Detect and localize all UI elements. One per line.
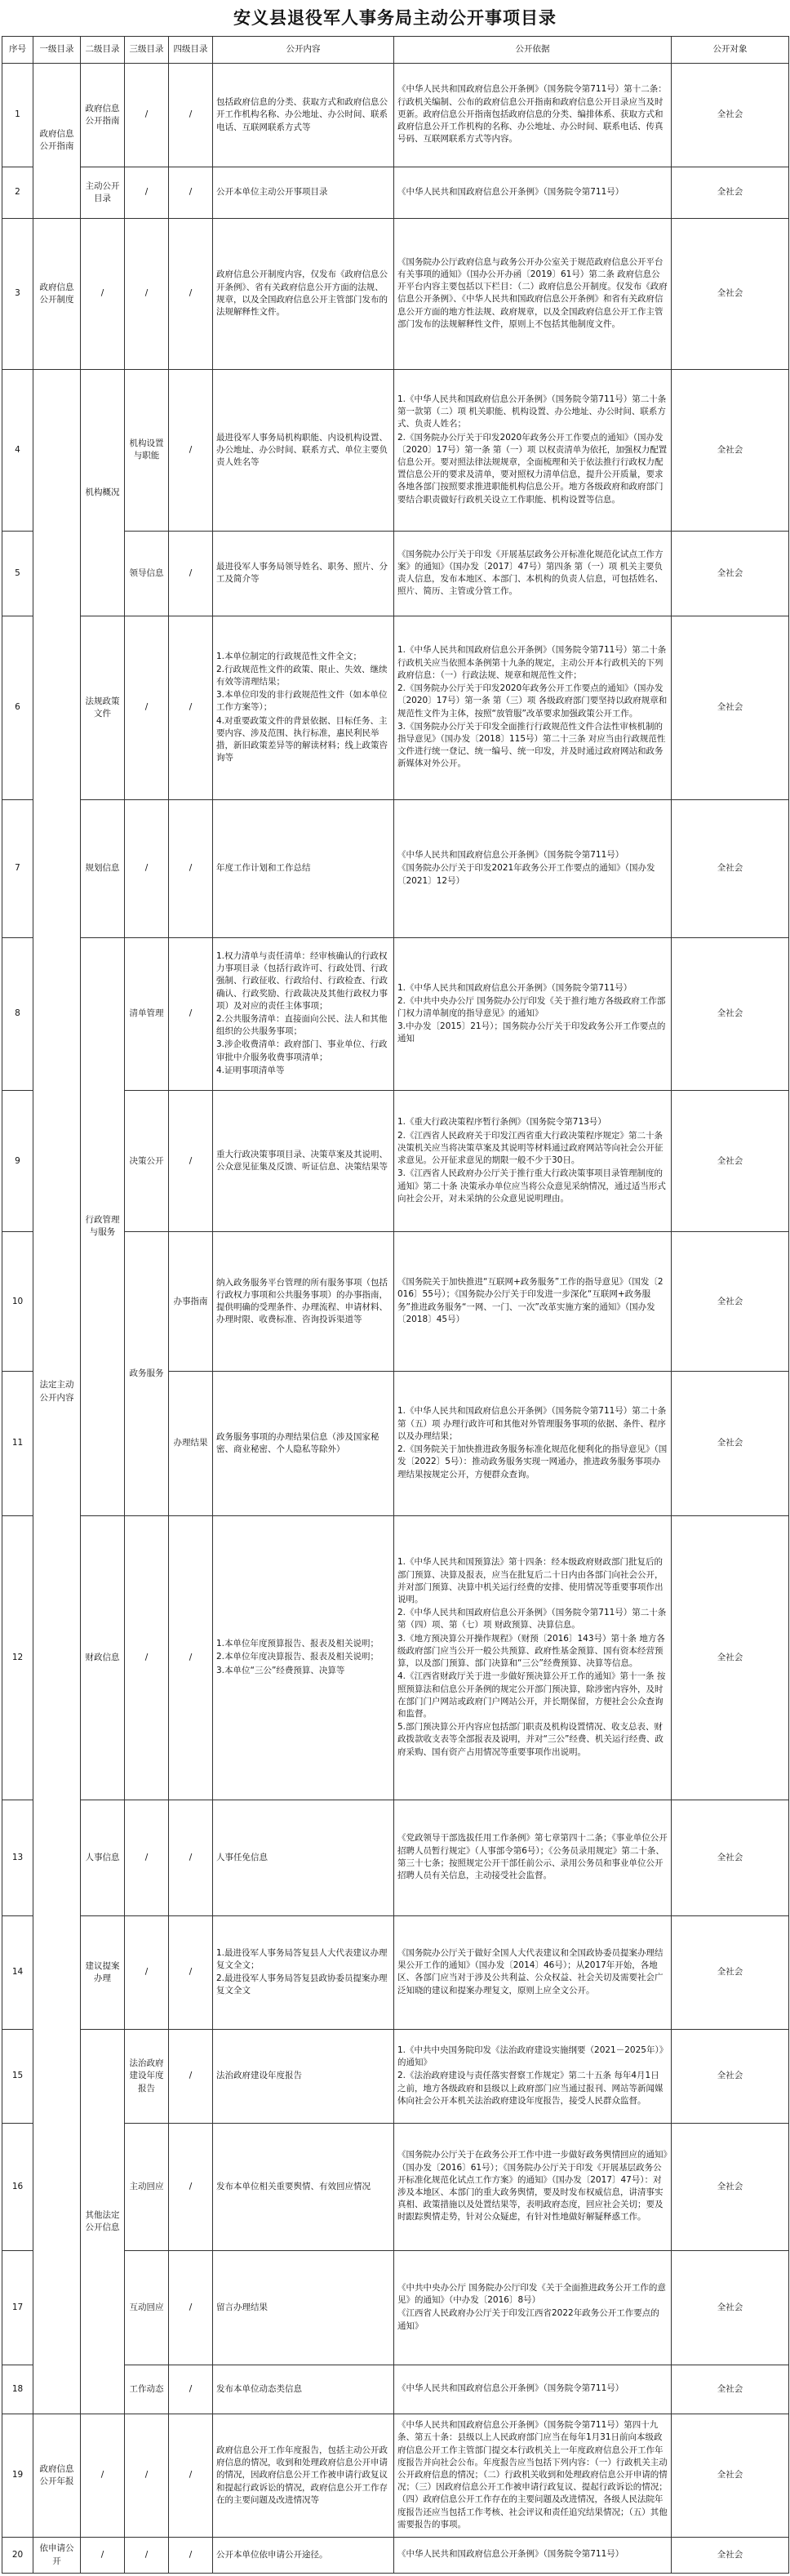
level4-cell: / — [169, 1516, 213, 1800]
row-number: 9 — [2, 1091, 33, 1232]
content-line: 3.涉企收费清单：政府部门、事业单位、行政审批中介服务收费事项清单； — [216, 1039, 388, 1062]
level4-cell: 办理结果 — [169, 1372, 213, 1516]
table-row — [2, 937, 789, 1091]
level3-cell: 领导信息 — [125, 531, 169, 616]
basis-paragraph: 2.《中华人民共和国政府信息公开条例》（国务院令第711号）第二十条第（四）项、第（七）项 财政预算、决算信息。 — [397, 1608, 667, 1631]
level3-cell: / — [125, 616, 169, 800]
basis-paragraph: 《江西省人民政府办公厅关于印发江西省2022年政务公开工作要点的通知》 — [397, 2308, 659, 2331]
content-cell: 政府信息公开制度内容，仅发布《政府信息公开条例》、省有关政府信息公开方面的法规、规章，以及全国政府信息公开主管部门发布的法规解释性文件。 — [213, 218, 394, 369]
table-row — [2, 2538, 789, 2574]
content-cell: 政务服务事项的办理结果信息（涉及国家秘密、商业秘密、个人隐私等除外） — [213, 1372, 394, 1516]
basis-paragraph: 《国务院办公厅关于在政务公开工作中进一步做好政务舆情回应的通知》（国办发〔2016〕61号）；《国务院办公厅关于印发《开展基层政务公开标准化规范化试点工作方案》的通知》（国办发〔2017〕47号）：对涉及本地区、本部门的重大政务舆情，要及时发布权威信息，讲清事实真相、政策措施以及处置结果等，表明政府态度，回应社会关切；要及时跟踪舆情走势，针对公众疑虑，有针对性地做好解疑释惑工作。 — [397, 2150, 668, 2222]
basis-paragraph: 《国务院关于加快推进“互联网+政务服务”工作的指导意见》（国发〔2016〕55号）；《国务院办公厅关于印发进一步深化“互联网+政务服务”推进政务服务“一网、一门、一次”改革实施方案的通知》（国办发〔2018〕45号） — [397, 1277, 664, 1324]
basis-cell — [394, 616, 672, 800]
level2-cell: 规划信息 — [81, 800, 125, 938]
basis-cell — [394, 531, 672, 616]
basis-paragraph: 1.《中华人民共和国政府信息公开条例》（国务院令第711号）第二十条 行政机关应当依照本条例第十九条的规定，主动公开本行政机关的下列政府信息：（一）行政法规、规章和规范性文件； — [397, 645, 667, 680]
level3-cell: 互动回应 — [125, 2251, 169, 2365]
level3-cell: 法治政府建设年度报告 — [125, 2030, 169, 2124]
level2-cell: 其他法定公开信息 — [81, 2030, 125, 2414]
content-cell: 公开本单位主动公开事项目录 — [213, 167, 394, 219]
basis-paragraph: 1.《中共中央国务院印发《法治政府建设实施纲要（2021－2025年）》的通知》 — [397, 2045, 664, 2068]
row-number: 15 — [2, 2030, 33, 2124]
basis-cell — [394, 1372, 672, 1516]
level1-cell: 依申请公开 — [33, 2538, 81, 2574]
level4-cell: / — [169, 2251, 213, 2365]
level2-cell: / — [81, 2538, 125, 2574]
content-line: 3.本单位“三公”经费预算、决算等 — [216, 1665, 345, 1675]
audience-cell: 全社会 — [672, 2251, 789, 2365]
content-cell: 重大行政决策事项目录、决策草案及其说明、公众意见征集及反馈、听证信息、决策结果等 — [213, 1091, 394, 1232]
row-number: 4 — [2, 369, 33, 531]
content-cell — [213, 616, 394, 800]
basis-paragraph: 《中华人民共和国政府信息公开条例》（国务院令第711号） — [397, 186, 624, 197]
level2-cell: 机构概况 — [81, 369, 125, 616]
content-cell: 公开本单位依申请公开途径。 — [213, 2538, 394, 2574]
level4-cell: / — [169, 369, 213, 531]
basis-paragraph: 1.《中华人民共和国政府信息公开条例》（国务院令第711号）第二十条第一款第（二）项 机关职能、机构设置、办公地址、办公时间、联系方式、负责人姓名； — [397, 394, 667, 429]
level3-cell: / — [125, 1915, 169, 2030]
level4-cell: / — [169, 2030, 213, 2124]
basis-paragraph: 1.《中华人民共和国政府信息公开条例》（国务院令第711号）第二十条第（五）项 办理行政许可和其他对外管理服务事项的依据、条件、程序以及办理结果； — [397, 1406, 667, 1441]
level4-cell: 办事指南 — [169, 1232, 213, 1372]
level3-cell: 决策公开 — [125, 1091, 169, 1232]
audience-cell: 全社会 — [672, 2365, 789, 2414]
col-header-content: 公开内容 — [213, 37, 394, 64]
level3-cell: / — [125, 800, 169, 938]
row-number: 20 — [2, 2538, 33, 2574]
basis-paragraph: 《中华人民共和国政府信息公开条例》（国务院令第711号） — [397, 2549, 624, 2560]
basis-cell — [394, 1800, 672, 1916]
basis-paragraph: 2.《江西省人民政府关于印发江西省重大行政决策程序规定》第二十条 决策机关应当将决策草案及其说明等材料通过政府网站等向社会公开征求意见。公开征求意见的期限一般不少于30日。 — [397, 1130, 664, 1166]
content-line: 2.最进役军人事务局答复县政协委员提案办理复文全文 — [216, 1973, 388, 1996]
basis-cell — [394, 64, 672, 167]
level2-cell: / — [81, 218, 125, 369]
row-number: 13 — [2, 1800, 33, 1916]
col-header-level2: 二级目录 — [81, 37, 125, 64]
basis-cell — [394, 369, 672, 531]
level4-cell: / — [169, 937, 213, 1091]
level3-cell: 清单管理 — [125, 937, 169, 1091]
level3-cell: / — [125, 1800, 169, 1916]
content-line: 4.证明事项清单等 — [216, 1065, 285, 1075]
level1-cell: 政府信息公开制度 — [33, 218, 81, 369]
basis-paragraph: 3.《地方预决算公开操作规程》（财预〔2016〕143号）第十条 地方各级政府部门应当公开一般公共预算、政府性基金预算、国有资本经营预算，以及部门预算、部门决算和“三公”经费预算、决算等信息。 — [397, 1633, 665, 1669]
basis-cell — [394, 2030, 672, 2124]
audience-cell: 全社会 — [672, 616, 789, 800]
table-row — [2, 800, 789, 938]
level3-cell: 机构设置与职能 — [125, 369, 169, 531]
level4-cell: / — [169, 218, 213, 369]
row-number: 8 — [2, 937, 33, 1091]
col-header-level1: 一级目录 — [33, 37, 81, 64]
disclosure-catalog-table — [2, 36, 789, 2574]
level4-cell: / — [169, 1800, 213, 1916]
content-cell — [213, 1516, 394, 1800]
level3-cell: / — [125, 167, 169, 219]
audience-cell: 全社会 — [672, 531, 789, 616]
content-cell: 纳入政务服务平台管理的所有服务事项（包括行政权力事项和公共服务事项）的办事指南，提供明确的受理条件、办理流程、申请材料、办理时限、收费标准、咨询投诉渠道等 — [213, 1232, 394, 1372]
level2-cell: 主动公开目录 — [81, 167, 125, 219]
audience-cell: 全社会 — [672, 2030, 789, 2124]
table-row — [2, 2030, 789, 2124]
content-line: 2.公共服务清单：直接面向公民、法人和其他组织的公共服务事项； — [216, 1014, 388, 1037]
table-row — [2, 1800, 789, 1916]
level4-cell: / — [169, 1091, 213, 1232]
basis-paragraph: 2.《法治政府建设与责任落实督察工作规定》第二十五条 每年4月1日之前，地方各级政府和县级以上政府部门应当通过报刊、网站等新闻媒体向社会公开本机关法治政府建设年度报告，接受人民群众监督。 — [397, 2071, 664, 2106]
basis-cell — [394, 218, 672, 369]
basis-cell — [394, 167, 672, 219]
content-line: 1.权力清单与责任清单：经审核确认的行政权力事项目录（包括行政许可、行政处罚、行政强制、行政征收、行政给付、行政检查、行政确认、行政奖励、行政裁决及其他行政权力事项）及对应的责任主体事项； — [216, 950, 388, 1011]
basis-paragraph: 《国务院办公厅关于做好全国人大代表建议和全国政协委员提案办理结果公开工作的通知》（国办发〔2014〕46号）；从2017年开始，各地区、各部门应当对于涉及公共利益、公众权益、社会关切及需要社会广泛知晓的建议和提案办理复文，原则上应全文公开。 — [397, 1948, 664, 1995]
basis-cell — [394, 2365, 672, 2414]
level1-cell: 政府信息公开指南 — [33, 64, 81, 219]
basis-cell — [394, 1915, 672, 2030]
content-cell: 留言办理结果 — [213, 2251, 394, 2365]
audience-cell: 全社会 — [672, 2414, 789, 2538]
content-cell — [213, 937, 394, 1091]
basis-paragraph: 2.《国务院关于加快推进政务服务标准化规范化便利化的指导意见》（国发〔2022〕5号）：推动政务服务实现一网通办，推进政务服务事项办理结果按规定公开，方便群众查询。 — [397, 1444, 668, 1479]
audience-cell: 全社会 — [672, 1091, 789, 1232]
level4-cell: / — [169, 616, 213, 800]
col-header-no: 序号 — [2, 37, 33, 64]
audience-cell: 全社会 — [672, 1372, 789, 1516]
audience-cell: 全社会 — [672, 1915, 789, 2030]
content-cell: 最进役军人事务局领导姓名、职务、照片、分工及简介等 — [213, 531, 394, 616]
row-number: 3 — [2, 218, 33, 369]
basis-cell — [394, 2414, 672, 2538]
row-number: 12 — [2, 1516, 33, 1800]
basis-paragraph: 2.《国务院办公厅关于印发2020年政务公开工作要点的通知》（国办发〔2020〕17号）第一条 第（一）项 以权责清单为依托，加强权力配置信息公开。要对照法律法规规章，全面梳理和关于依法推行行政权力配置信息公开的要求及清单，要对照权力清单信息，提升公开质量，要求各地各部门按照要求推进职能机构信息公开。地方各级政府和政府部门要结合职责做好行政机关设立工作职能、机构设置等信息。 — [397, 432, 668, 505]
row-number: 6 — [2, 616, 33, 800]
basis-paragraph: 3.中办发〔2015〕21号）；国务院办公厅关于印发政务公开工作要点的通知 — [397, 1021, 666, 1044]
level4-cell: / — [169, 2414, 213, 2538]
basis-paragraph: 《国务院办公厅关于印发《开展基层政务公开标准化规范化试点工作方案》的通知》（国办发〔2017〕47号）第四条 第（一）项 机关主要负责人信息，发布本地区、本部门、本机构的负责人信息，可包括姓名、照片、简历、主管或分管工作。 — [397, 549, 664, 597]
level2-cell: / — [81, 2414, 125, 2538]
level3-cell: / — [125, 64, 169, 167]
basis-paragraph: 3.《江西省人民政府办公厅关于推行重大行政决策事项目录管理制度的通知》第二十条 决策承办单位应当将公众意见采纳情况，通过适当形式向社会公开，对未采纳的公众意见说明理由。 — [397, 1168, 666, 1203]
basis-cell — [394, 1091, 672, 1232]
content-line: 1.最进役军人事务局答复县人大代表建议办理复文全文； — [216, 1947, 388, 1970]
basis-paragraph: 1.《中华人民共和国政府信息公开条例》（国务院令第711号） — [397, 982, 632, 993]
row-number: 10 — [2, 1232, 33, 1372]
content-line: 4.对重要政策文件的背景依据、目标任务、主要内容、涉及范围、执行标准，惠民利民举措，新旧政策差异等的解读材料；线上政策咨询等 — [216, 715, 388, 763]
table-row — [2, 167, 789, 219]
col-header-level3: 三级目录 — [125, 37, 169, 64]
audience-cell: 全社会 — [672, 64, 789, 167]
content-cell: 最进役军人事务局机构职能、内设机构设置、办公地址、办公时间、联系方式、单位主要负责人姓名等 — [213, 369, 394, 531]
audience-cell: 全社会 — [672, 369, 789, 531]
level3-cell: 主动回应 — [125, 2123, 169, 2250]
row-number: 18 — [2, 2365, 33, 2414]
table-row — [2, 1516, 789, 1800]
basis-cell — [394, 800, 672, 938]
audience-cell: 全社会 — [672, 1232, 789, 1372]
level3-cell: / — [125, 218, 169, 369]
level4-cell: / — [169, 2538, 213, 2574]
row-number: 11 — [2, 1372, 33, 1516]
level1-cell: 政府信息公开年报 — [33, 2414, 81, 2538]
table-row — [2, 218, 789, 369]
audience-cell: 全社会 — [672, 1800, 789, 1916]
basis-paragraph: 《中华人民共和国政府信息公开条例》（国务院令第711号） — [397, 2383, 624, 2394]
basis-cell — [394, 1516, 672, 1800]
table-row — [2, 2414, 789, 2538]
page-title: 安义县退役军人事务局主动公开事项目录 — [233, 7, 557, 28]
level2-cell: 建议提案办理 — [81, 1915, 125, 2030]
row-number: 19 — [2, 2414, 33, 2538]
table-row — [2, 369, 789, 531]
row-number: 16 — [2, 2123, 33, 2250]
basis-paragraph: 《国务院办公厅关于印发2021年政务公开工作要点的通知》（国办发〔2021〕12号） — [397, 863, 655, 886]
basis-paragraph: 1.《中华人民共和国预算法》第十四条：经本级政府财政部门批复后的部门预算、决算及报表，应当在批复后二十日内由各部门向社会公开，并对部门预算、决算中机关运行经费的安排、使用情况等重要事项作出说明。 — [397, 1557, 664, 1604]
level2-cell: 行政管理与服务 — [81, 937, 125, 1515]
content-cell: 政府信息公开工作年度报告，包括主动公开政府信息的情况，收到和处理政府信息公开申请的情况，因政府信息公开工作被申请行政复议和提起行政诉讼的情况，政府信息公开工作存在的主要问题及改进情况等 — [213, 2414, 394, 2538]
level4-cell: / — [169, 800, 213, 938]
basis-cell — [394, 2538, 672, 2574]
content-cell: 发布本单位动态类信息 — [213, 2365, 394, 2414]
audience-cell: 全社会 — [672, 2123, 789, 2250]
level4-cell: / — [169, 1915, 213, 2030]
content-cell: 包括政府信息的分类、获取方式和政府信息公开工作机构名称、办公地址、办公时间、联系电话、互联网联系方式等 — [213, 64, 394, 167]
content-cell: 人事任免信息 — [213, 1800, 394, 1916]
level4-cell: / — [169, 531, 213, 616]
basis-paragraph: 《中华人民共和国政府信息公开条例》（国务院令第711号）第十二条：行政机关编制、公布的政府信息公开指南和政府信息公开目录应当及时更新。政府信息公开指南包括政府信息的分类、编排体系、获取方式和政府信息公开工作机构的名称、办公地址、办公时间、联系电话、传真号码、互联网联系方式等内容。 — [397, 84, 667, 145]
basis-cell — [394, 937, 672, 1091]
content-cell: 法治政府建设年度报告 — [213, 2030, 394, 2124]
col-header-audience: 公开对象 — [672, 37, 789, 64]
table-row — [2, 616, 789, 800]
level4-cell: / — [169, 2123, 213, 2250]
basis-paragraph: 《中华人民共和国政府信息公开条例》（国务院令第711号）第四十九条、第五十条：县级以上人民政府部门应当在每年1月31日前向本级政府信息公开工作主管部门提交本行政机关上一年度政府信息公开工作年度报告并向社会公布。年度报告应当包括下列内容：（一）行政机关主动公开政府信息的情况；（二）行政机关收到和处理政府信息公开申请的情况；（三）因政府信息公开工作被申请行政复议、提起行政诉讼的情况；（四）政府信息公开工作存在的主要问题及改进情况，各级人民法院年度报告还应当包括工作考核、社会评议和责任追究结果情况；（五）其他需要报告的事项。 — [397, 2420, 668, 2529]
basis-cell — [394, 1232, 672, 1372]
basis-paragraph: 2.《中共中央办公厅 国务院办公厅印发《关于推行地方各级政府工作部门权力清单制度的指导意见》的通知》 — [397, 995, 666, 1018]
row-number: 2 — [2, 167, 33, 219]
level3-cell: / — [125, 1516, 169, 1800]
basis-paragraph: 《党政领导干部选拔任用工作条例》第七章第四十二条；《事业单位公开招聘人员暂行规定》（人事部令第6号）；《公务员录用规定》第二十条、第三十七条；按照规定公开干部任前公示、录用公务员和事业单位公开招聘人员有关信息，主动接受社会监督。 — [397, 1833, 668, 1881]
basis-paragraph: 1.《重大行政决策程序暂行条例》（国务院令第713号） — [397, 1117, 606, 1128]
basis-paragraph: 5.部门预决算公开内容应包括部门职责及机构设置情况、收支总表、财政拨款收支表等全部报表及说明，并对“三公”经费、机关运行经费、政府采购、国有资产占用情况等重要事项作出说明。 — [397, 1722, 664, 1757]
basis-paragraph: 3.《国务院办公厅关于印发全面推行行政规范性文件合法性审核机制的指导意见》（国办发〔2018〕115号）第二十三条 对应当由行政规范性文件进行统一登记、统一编号、统一印发，并及时通过政府网站和政务新媒体对外公开。 — [397, 721, 666, 769]
row-number: 14 — [2, 1915, 33, 2030]
content-line: 1.本单位制定的行政规范性文件全文； — [216, 651, 362, 661]
audience-cell: 全社会 — [672, 218, 789, 369]
row-number: 5 — [2, 531, 33, 616]
content-line: 3.本单位印发的非行政规范性文件（如本单位工作方案等）； — [216, 690, 388, 713]
level2-cell: 法规政策文件 — [81, 616, 125, 800]
basis-paragraph: 《中华人民共和国政府信息公开条例》（国务院令第711号） — [397, 850, 624, 861]
content-cell: 发布本单位相关重要舆情、有效回应情况 — [213, 2123, 394, 2250]
row-number: 17 — [2, 2251, 33, 2365]
level2-cell: 财政信息 — [81, 1516, 125, 1800]
col-header-basis: 公开依据 — [394, 37, 672, 64]
level3-cell: / — [125, 2414, 169, 2538]
col-header-level4: 四级目录 — [169, 37, 213, 64]
content-cell: 年度工作计划和工作总结 — [213, 800, 394, 938]
basis-cell — [394, 2251, 672, 2365]
level3-cell: 政务服务 — [125, 1232, 169, 1516]
table-row — [2, 1915, 789, 2030]
row-number: 7 — [2, 800, 33, 938]
content-line: 1.本单位年度预算报告、报表及相关说明； — [216, 1639, 379, 1649]
audience-cell: 全社会 — [672, 167, 789, 219]
level3-cell: 工作动态 — [125, 2365, 169, 2414]
basis-paragraph: 2.《国务院办公厅关于印发2020年政务公开工作要点的通知》（国办发〔2020〕17号）第一条 第（三）项 各级政府部门要坚持以政府规章和规范性文件为主体，按照“放管服”改革要求加强政策公开工作。 — [397, 683, 668, 719]
level2-cell: 政府信息公开指南 — [81, 64, 125, 167]
content-line: 2.本单位年度决算报告、报表及相关说明； — [216, 1652, 379, 1662]
row-number: 1 — [2, 64, 33, 167]
basis-paragraph: 《国务院办公厅政府信息与政务公开办公室关于规范政府信息公开平台有关事项的通知》（国办公开办函〔2019〕61号）第二条 政府信息公开平台内容主要包括以下栏目：（二）政府信息公开制度。仅发布《政府信息公开条例》、《中华人民共和国政府信息公开条例》和省有关政府信息公开方面的地方性法规、政府规章，以及全国政府信息公开工作主管部门发布的法规解释性文件，原则上不包括其他制度文件。 — [397, 256, 668, 329]
level3-cell: / — [125, 2538, 169, 2574]
basis-cell — [394, 2123, 672, 2250]
header-row — [2, 37, 789, 64]
level4-cell: / — [169, 64, 213, 167]
content-cell — [213, 1915, 394, 2030]
audience-cell: 全社会 — [672, 1516, 789, 1800]
content-line: 2.行政规范性文件的政策、限止、失效、继续有效等清理结果； — [216, 664, 388, 687]
audience-cell: 全社会 — [672, 2538, 789, 2574]
level4-cell: / — [169, 167, 213, 219]
level2-cell: 人事信息 — [81, 1800, 125, 1916]
level4-cell: / — [169, 2365, 213, 2414]
audience-cell: 全社会 — [672, 937, 789, 1091]
audience-cell: 全社会 — [672, 800, 789, 938]
basis-paragraph: 4.《江西省财政厅关于进一步做好预决算公开工作的通知》第十一条 按照预算法和信息公开条例的规定公开部门预决算，除涉密内容外，及时在部门门户网站或政府门户网站公开，并长期保留，方便社会公众查询和监督。 — [397, 1671, 666, 1719]
level1-cell: 法定主动公开内容 — [33, 369, 81, 2414]
table-row — [2, 64, 789, 167]
basis-paragraph: 《中共中央办公厅 国务院办公厅印发《关于全面推进政务公开工作的意见》的通知》（中办发〔2016〕8号） — [397, 2282, 666, 2306]
